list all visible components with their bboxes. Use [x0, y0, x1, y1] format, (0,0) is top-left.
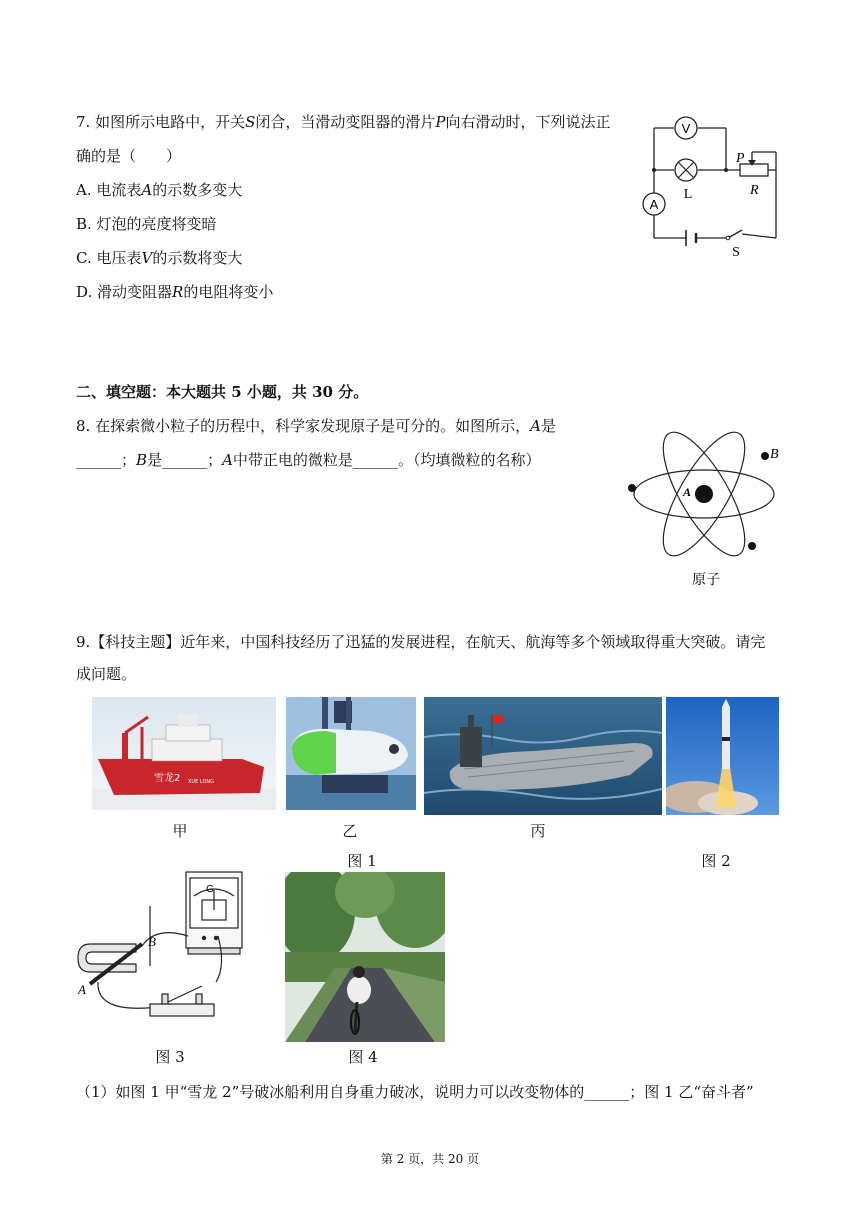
var-r: R	[172, 283, 184, 301]
fig2-caption: 图 2	[701, 852, 731, 870]
cyclist-photo	[285, 872, 445, 1042]
q8-text: 。（均填微粒的名称）	[397, 451, 541, 469]
ship-subtext: XUE LONG	[188, 779, 214, 785]
q8-text: 是	[147, 451, 163, 469]
electron	[628, 484, 636, 492]
var-p: P	[435, 113, 446, 131]
electron	[748, 542, 756, 550]
induction-apparatus-diagram	[76, 866, 246, 1038]
option-text: A. 电流表	[76, 181, 142, 199]
q7-text: 向右滑动时，下列说法正	[445, 113, 611, 131]
var-a: A	[141, 181, 153, 199]
var-a: A	[222, 451, 233, 469]
q8-line2	[76, 450, 540, 470]
q7-stem-line2: 确的是（ ）	[76, 147, 182, 165]
lamp-label: L	[683, 187, 693, 202]
ammeter-label: A	[649, 197, 659, 212]
q8-line1	[76, 416, 556, 436]
rod-label-b: B	[148, 934, 156, 949]
atom-diagram	[620, 426, 790, 590]
option-text: D. 滑动变阻器	[76, 283, 173, 301]
fig1-caption: 图 1	[347, 852, 377, 870]
page-footer: 第 2 页，共 20 页	[380, 1152, 480, 1166]
q7-option-d	[76, 282, 273, 302]
option-text: 的示数多变大	[152, 181, 243, 199]
q7-stem-line1	[76, 112, 611, 132]
submersible-photo	[286, 697, 416, 810]
answer-blank[interactable]: ______	[352, 451, 398, 469]
q8-text: 8. 在探索微小粒子的历程中，科学家发现原子是可分的。如图所示，	[76, 417, 531, 435]
submarine-photo	[424, 697, 662, 815]
answer-blank[interactable]: ______	[584, 1083, 630, 1101]
atom-caption: 原子	[692, 572, 720, 588]
subfig-label-jia: 甲	[172, 822, 188, 840]
electron	[761, 452, 769, 460]
var-a: A	[530, 417, 541, 435]
var-v: V	[141, 249, 153, 267]
option-text: C. 电压表	[76, 249, 142, 267]
var-s: S	[245, 113, 256, 131]
q8-text: ；	[121, 451, 137, 469]
q9-part1	[76, 1082, 754, 1102]
slider-arrowhead	[748, 160, 756, 166]
q8-text: 中带正电的微粒是	[232, 451, 353, 469]
fig4-caption: 图 4	[348, 1048, 378, 1066]
q7-text: 7. 如图所示电路中，开关	[76, 113, 246, 131]
q7-option-c	[76, 248, 242, 268]
rod-label-a: A	[78, 982, 86, 997]
option-text: 的电阻将变小	[183, 283, 274, 301]
nucleus	[695, 485, 713, 503]
atom-label-a: A	[683, 485, 692, 499]
var-b: B	[136, 451, 148, 469]
option-text: 的示数将变大	[152, 249, 243, 267]
q9-text: ；图 1 乙“奋斗者”	[629, 1083, 754, 1101]
atom-label-b: B	[770, 447, 779, 462]
circuit-diagram	[636, 114, 786, 260]
section-heading: 二、填空题：本大题共 5 小题，共 30 分。	[76, 383, 369, 401]
subfig-label-bing: 丙	[530, 822, 546, 840]
voltmeter-label: V	[681, 121, 691, 136]
ship-name-text: 雪龙2	[154, 773, 181, 784]
q7-text: 闭合，当滑动变阻器的滑片	[255, 113, 436, 131]
answer-blank[interactable]: ______	[162, 451, 208, 469]
subfig-label-yi: 乙	[342, 822, 358, 840]
switch-label: S	[732, 245, 740, 260]
q7-option-a	[76, 180, 242, 200]
galvanometer-label: G	[206, 884, 214, 895]
rocket-launch-photo	[666, 697, 779, 815]
answer-blank[interactable]: ______	[76, 451, 121, 469]
resistor-label: R	[750, 183, 759, 198]
icebreaker-photo	[92, 697, 276, 810]
q9-text: （1）如图 1 甲“雪龙 2”号破冰船利用自身重力破冰，说明力可以改变物体的	[76, 1083, 585, 1101]
q9-line2: 成问题。	[76, 665, 137, 683]
q9-line1: 9.【科技主题】近年来，中国科技经历了迅猛的发展进程，在航天、航海等多个领域取得重大突破。请完	[76, 633, 766, 651]
fig3-caption: 图 3	[155, 1048, 185, 1066]
q8-text: ；	[207, 451, 223, 469]
slider-label: P	[736, 151, 745, 166]
q7-option-b: B. 灯泡的亮度将变暗	[76, 215, 217, 233]
q8-text: 是	[540, 417, 556, 435]
